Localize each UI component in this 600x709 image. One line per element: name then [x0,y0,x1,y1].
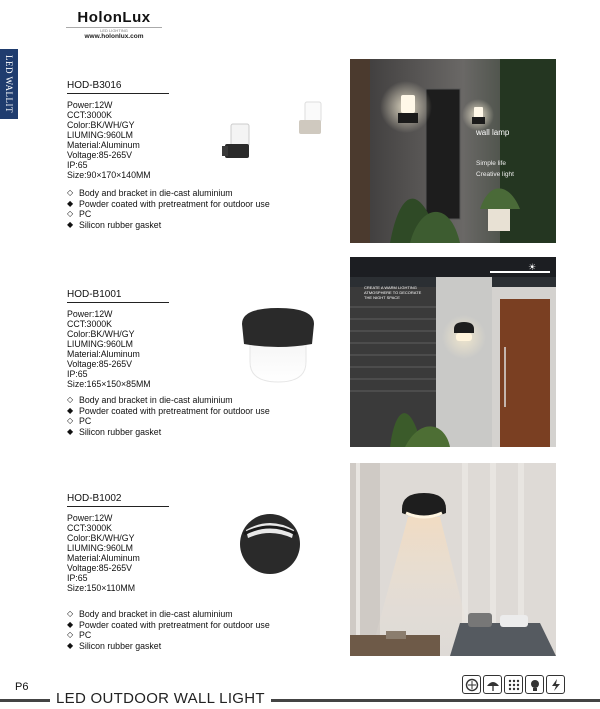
feature-item: ◆ Silicon rubber gasket [67,426,162,437]
outdoor-icon [462,675,481,694]
spec-ip: IP:65 [67,369,88,379]
spec-voltage: Voltage:85-265V [67,563,133,573]
spec-size: Size:165×150×85MM [67,379,151,389]
feature-item: ◇ Body and bracket in die-cast aluminium [67,609,233,619]
category-side-tab [0,49,18,119]
bullet-solid-icon: ◆ [67,619,74,629]
feature-item: ◆ Powder coated with pretreatment for outdoor use [67,619,270,630]
product-model: HOD-B3016 [67,80,169,94]
spec-material: Material:Aluminum [67,349,140,359]
product-image-b3016-black [222,120,258,164]
feature-list [67,188,337,230]
feature-item: ◇ Body and bracket in die-cast aluminium [67,395,233,405]
lightning-icon [546,675,565,694]
waterproof-icon [483,675,502,694]
spec-cct: CCT:3000K [67,319,112,329]
spec-color: Color:BK/WH/GY [67,329,135,339]
feature-item: ◇ PC [67,416,92,426]
feature-item: ◇ PC [67,209,92,219]
spec-voltage: Voltage:85-265V [67,359,133,369]
spec-cct: CCT:3000K [67,110,112,120]
spec-material: Material:Aluminum [67,140,140,150]
scene-photo-b3016 [350,59,556,243]
bullet-solid-icon: ◆ [67,219,74,229]
feature-item: ◆ Silicon rubber gasket [67,640,162,651]
bullet-solid-icon: ◆ [67,426,74,436]
bullet-hollow-icon: ◇ [67,188,74,197]
scene-photo-art [350,463,556,656]
feature-item: ◇ PC [67,630,92,640]
feature-icons [462,675,565,694]
feature-item: ◆ Powder coated with pretreatment for outdoor use [67,405,270,416]
spec-color: Color:BK/WH/GY [67,533,135,543]
brand-name: HolonLux [77,9,151,26]
scene-photo-b1002 [350,463,556,656]
led-chip-icon [504,675,523,694]
feature-item: ◆ Silicon rubber gasket [67,219,162,230]
spec-power: Power:12W [67,309,113,319]
photo-caption: ATMOSPHERE TO DECORATE [364,290,422,295]
feature-list [67,609,337,651]
photo-caption: wall lamp [476,128,510,137]
brand-url: www.holonlux.com [84,33,144,40]
photo-caption: Simple life [476,160,506,167]
spec-lumen: LIUMING:960LM [67,130,133,140]
spec-voltage: Voltage:85-265V [67,150,133,160]
footer-title: LED OUTDOOR WALL LIGHT [50,690,271,707]
category-label: LED WALLIT [4,54,14,114]
bullet-hollow-icon: ◇ [67,395,74,404]
spec-ip: IP:65 [67,160,88,170]
bullet-hollow-icon: ◇ [67,630,74,639]
product-image-b1001 [240,302,316,384]
spec-lumen: LIUMING:960LM [67,543,133,553]
bullet-hollow-icon: ◇ [67,609,74,618]
bullet-hollow-icon: ◇ [67,209,74,218]
bullet-hollow-icon: ◇ [67,416,74,425]
bullet-solid-icon: ◆ [67,198,74,208]
spec-lumen: LIUMING:960LM [67,339,133,349]
bullet-solid-icon: ◆ [67,405,74,415]
sun-icon: ☀ [528,263,537,273]
spec-power: Power:12W [67,100,113,110]
photo-caption: Creative light [476,171,514,178]
scene-photo-art [350,257,556,447]
brand-logo [66,10,162,41]
feature-item: ◆ Powder coated with pretreatment for outdoor use [67,198,270,209]
spec-color: Color:BK/WH/GY [67,120,135,130]
feature-item: ◇ Body and bracket in die-cast aluminium [67,188,233,198]
product-image-b1002 [236,508,302,578]
scene-photo-art [350,59,556,243]
bullet-solid-icon: ◆ [67,640,74,650]
spec-ip: IP:65 [67,573,88,583]
spec-size: Size:90×170×140MM [67,170,151,180]
product-image-b3016-grey [296,100,326,140]
photo-caption: THE NIGHT SPACE [364,295,400,300]
page-number: P6 [15,681,29,693]
spec-size: Size:150×110MM [67,583,136,593]
spec-power: Power:12W [67,513,113,523]
spec-cct: CCT:3000K [67,523,112,533]
product-model: HOD-B1002 [67,493,169,507]
brand-tagline: LED LIGHTING [66,27,162,33]
bulb-icon [525,675,544,694]
product-model: HOD-B1001 [67,289,169,303]
spec-material: Material:Aluminum [67,553,140,563]
scene-photo-b1001 [350,257,556,447]
photo-caption: CREATE A WARM LIGHTING [364,285,417,290]
feature-list [67,395,337,437]
